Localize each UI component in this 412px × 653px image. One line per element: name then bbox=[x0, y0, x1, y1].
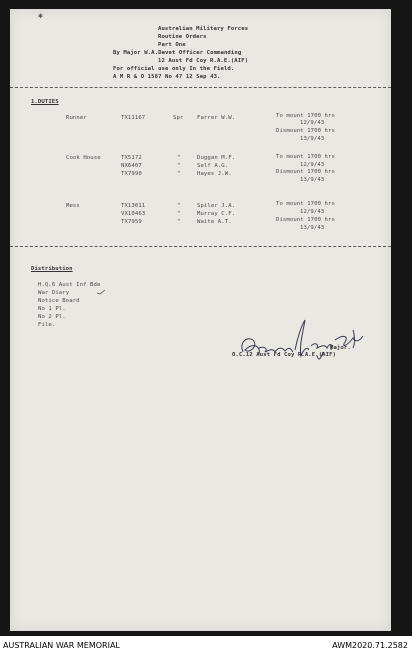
mount-time: To mount 1700 hrs bbox=[276, 201, 335, 207]
rank: " bbox=[177, 155, 181, 161]
service-number: NX6407 bbox=[121, 163, 142, 169]
divider-top bbox=[10, 87, 391, 88]
service-number: TX13011 bbox=[121, 203, 146, 209]
rank: " bbox=[177, 219, 181, 225]
soldier-name: Duggan M.F. bbox=[197, 155, 236, 161]
dismount-time: Dismount 1700 hrs bbox=[276, 128, 335, 134]
duties-title: 1.DUTIES bbox=[31, 99, 59, 105]
mount-time: To mount 1700 hrs bbox=[276, 113, 335, 119]
footer-accession-number: AWM2020.71.2582 bbox=[332, 641, 408, 650]
rank: " bbox=[177, 203, 181, 209]
distribution-item: Notice Board bbox=[38, 298, 80, 304]
header-line-7: A M R & O 1587 No 47 12 Sep 43. bbox=[113, 74, 221, 80]
dismount-date: 13/9/43 bbox=[300, 136, 325, 142]
header-line-4: By Major W.A.Davet Officer Commanding bbox=[113, 50, 242, 56]
rank: " bbox=[177, 171, 181, 177]
header-line-1: Australian Military Forces bbox=[158, 26, 249, 32]
rank: " bbox=[177, 211, 181, 217]
header-line-3: Part One bbox=[158, 42, 186, 48]
duty-role: Runner bbox=[66, 115, 87, 121]
soldier-name: Murray C.F. bbox=[197, 211, 236, 217]
duty-role: Mess bbox=[66, 203, 80, 209]
dismount-date: 13/9/43 bbox=[300, 225, 325, 231]
footer-source: AUSTRALIAN WAR MEMORIAL bbox=[3, 641, 120, 650]
tick-mark bbox=[96, 289, 106, 295]
service-number: TX5172 bbox=[121, 155, 142, 161]
distribution-item: H.Q.6 Aust Inf Bde bbox=[38, 282, 101, 288]
distribution-title: Distribution bbox=[31, 266, 73, 272]
header-line-6: For official use only In the Field. bbox=[113, 66, 235, 72]
signatory-title: O.C.12 Aust Fd Coy R.A.E.(AIF) bbox=[232, 352, 337, 358]
divider-bottom bbox=[10, 246, 391, 247]
mount-date: 12/9/43 bbox=[300, 120, 325, 126]
dismount-date: 13/9/43 bbox=[300, 177, 325, 183]
dismount-time: Dismount 1700 hrs bbox=[276, 169, 335, 175]
service-number: TX7990 bbox=[121, 171, 142, 177]
header-line-2: Routine Orders bbox=[158, 34, 207, 40]
service-number: TX11167 bbox=[121, 115, 146, 121]
distribution-item: No 2 Pl. bbox=[38, 314, 66, 320]
distribution-item: No 1 Pl. bbox=[38, 306, 66, 312]
mount-date: 12/9/43 bbox=[300, 209, 325, 215]
dismount-time: Dismount 1700 hrs bbox=[276, 217, 335, 223]
header-line-5: 12 Aust Fd Coy R.A.E.(AIF) bbox=[158, 58, 249, 64]
punch-mark: ✱ bbox=[38, 11, 43, 20]
soldier-name: Farrer W.W. bbox=[197, 115, 236, 121]
mount-date: 12/9/43 bbox=[300, 162, 325, 168]
soldier-name: Hayes J.W. bbox=[197, 171, 232, 177]
service-number: VX10463 bbox=[121, 211, 146, 217]
soldier-name: Spiler J.A. bbox=[197, 203, 236, 209]
service-number: TX7959 bbox=[121, 219, 142, 225]
rank: " bbox=[177, 163, 181, 169]
rank: Spr bbox=[173, 115, 184, 121]
distribution-item: File. bbox=[38, 322, 56, 328]
distribution-item: War Diary bbox=[38, 290, 70, 296]
signatory-rank: Major. bbox=[330, 345, 351, 351]
duty-role: Cook House bbox=[66, 155, 101, 161]
soldier-name: Waite A.T. bbox=[197, 219, 232, 225]
soldier-name: Self A.G. bbox=[197, 163, 229, 169]
mount-time: To mount 1700 hrs bbox=[276, 154, 335, 160]
